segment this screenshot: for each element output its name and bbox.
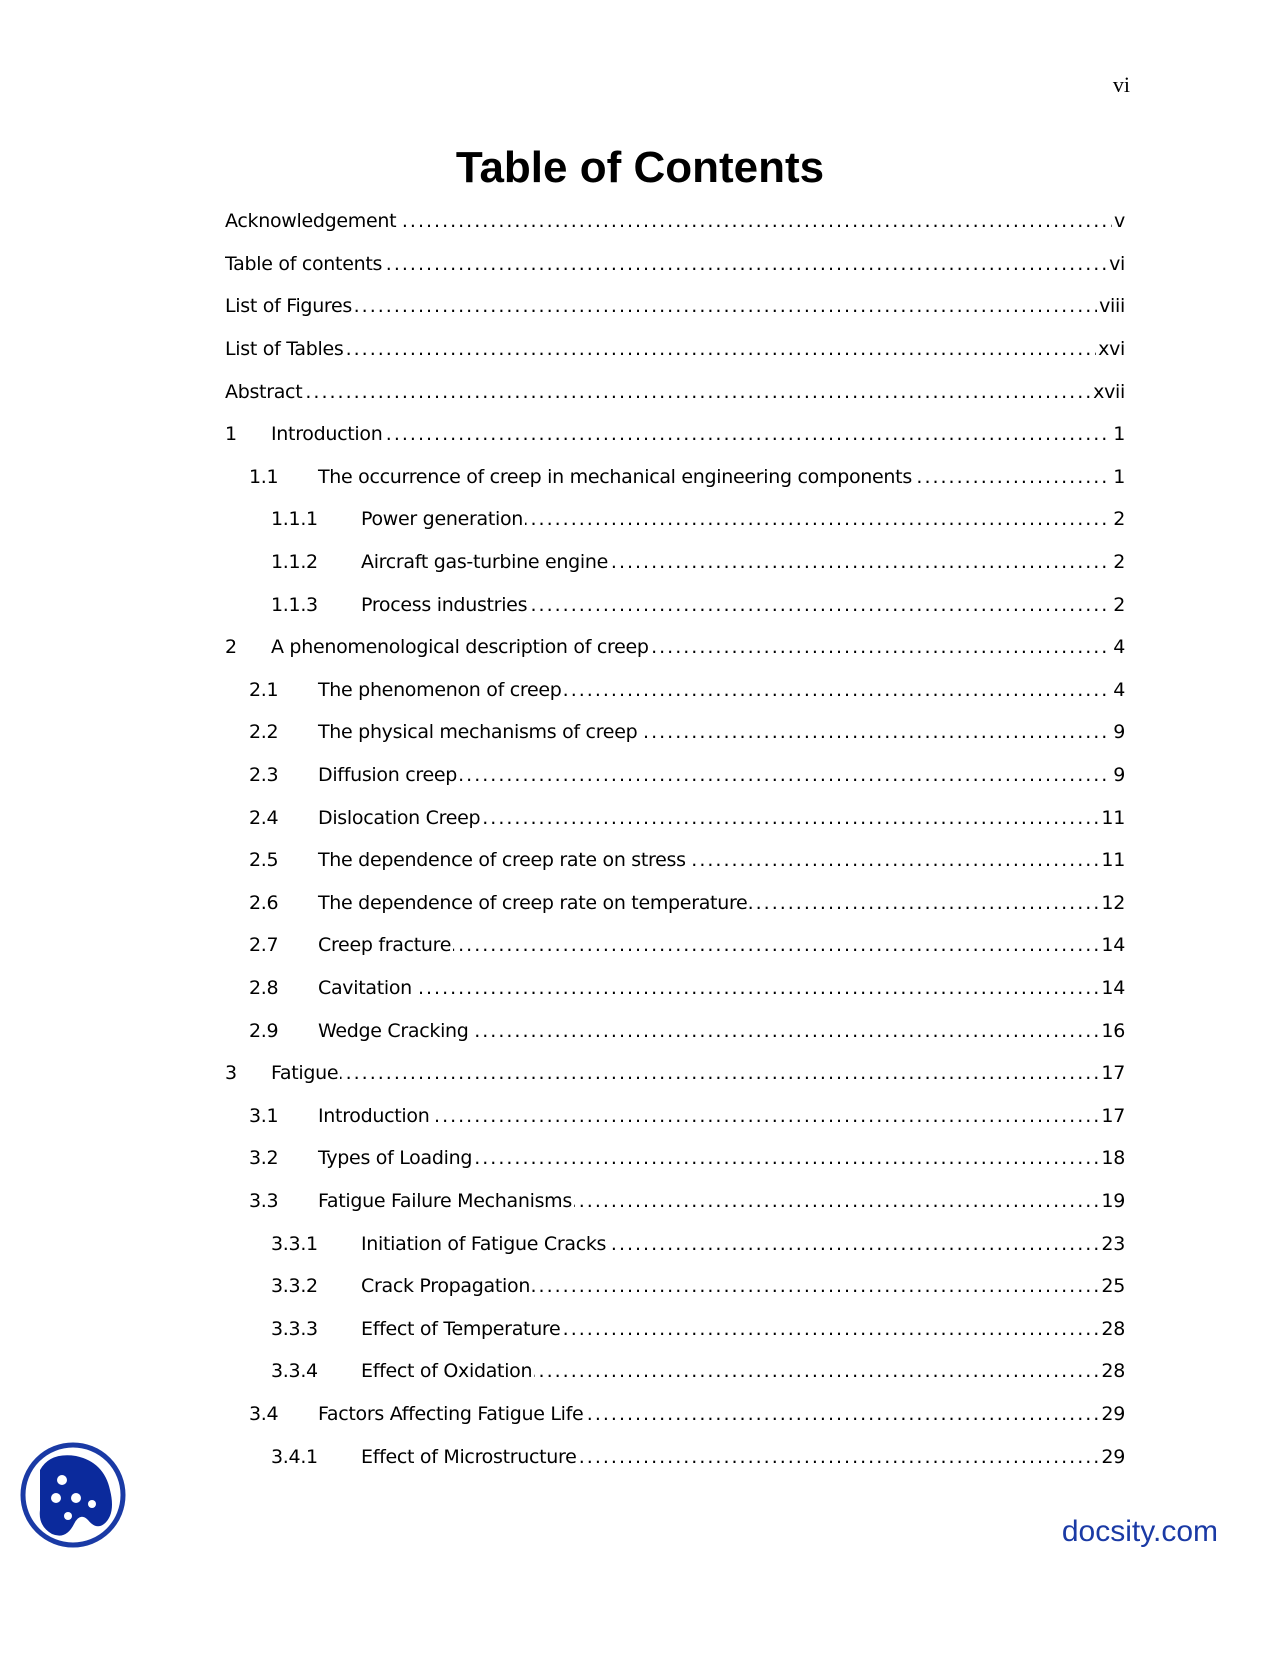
toc-entry-number: ..... 1.1.3 <box>271 593 318 616</box>
toc-entry-number: ..... 1.1.2 <box>271 551 318 574</box>
toc-entry[interactable] <box>225 967 1125 1010</box>
toc-entry-lead <box>225 1105 431 1127</box>
toc-entry-label: Dislocation Creep <box>318 806 481 829</box>
toc-entry-page: 9 <box>1113 721 1125 744</box>
toc-entry-number: ..... 3.1 <box>249 1104 279 1127</box>
toc-entry[interactable] <box>225 796 1125 839</box>
toc-entry-page: 19 <box>1101 1189 1125 1212</box>
toc-entry-label: The physical mechanisms of creep <box>318 721 638 744</box>
toc-entry-label: A phenomenological description of creep <box>271 636 649 659</box>
toc-entry[interactable] <box>225 541 1125 584</box>
toc-entry-label: Aircraft gas-turbine engine <box>361 551 608 574</box>
toc-entry-label: ..... Abstract <box>225 380 303 403</box>
toc-entry-lead <box>225 423 384 445</box>
toc-entry-label: The dependence of creep rate on stress <box>318 849 686 872</box>
toc-entry-label: ..... Table of contents <box>225 252 383 275</box>
toc-entry-lead <box>225 679 564 701</box>
toc-entry-label: The phenomenon of creep <box>318 678 562 701</box>
toc-entry-number: ..... 1.1 <box>249 465 279 488</box>
toc-entry-number: ..... 3.4.1 <box>271 1445 318 1468</box>
toc-entry-number: ..... 2.3 <box>249 764 279 787</box>
toc-entry-number: ..... 1 <box>225 423 237 446</box>
toc-entry-page: xvii <box>1093 380 1125 403</box>
toc-entry-page: 17 <box>1101 1104 1125 1127</box>
toc-entry-label: ..... Acknowledgement <box>225 210 397 233</box>
toc-entry-lead <box>225 1020 471 1042</box>
toc-entry[interactable] <box>225 626 1125 669</box>
toc-entry-page: 2 <box>1113 593 1125 616</box>
toc-entry-label: Process industries <box>361 593 528 616</box>
toc-entry-lead <box>225 1275 532 1297</box>
toc-entry-number: ..... 3.2 <box>249 1147 279 1170</box>
toc-entry-label: Power generation <box>361 508 524 531</box>
page-number: vi <box>1112 72 1130 97</box>
toc-entry-page: 28 <box>1101 1360 1125 1383</box>
toc-entry-lead <box>225 210 398 232</box>
toc-entry-lead <box>225 594 529 616</box>
toc-entry-label: Creep fracture <box>318 934 452 957</box>
toc-entry[interactable] <box>225 328 1125 371</box>
toc-entry-page: 17 <box>1101 1062 1125 1085</box>
table-of-contents <box>225 200 1125 1478</box>
toc-entry[interactable] <box>225 1350 1125 1393</box>
toc-entry-page: 11 <box>1101 849 1125 872</box>
toc-entry-page: 1 <box>1113 465 1125 488</box>
toc-entry-number: ..... 1.1.1 <box>271 508 318 531</box>
toc-entry-lead <box>225 295 354 317</box>
toc-entry-number: ..... 2.6 <box>249 891 279 914</box>
toc-entry-page: 29 <box>1101 1445 1125 1468</box>
toc-entry-lead <box>225 508 525 530</box>
toc-entry[interactable] <box>225 754 1125 797</box>
toc-entry-lead <box>225 764 459 786</box>
toc-entry-page: 4 <box>1113 636 1125 659</box>
toc-entry-lead <box>225 1233 608 1255</box>
toc-entry[interactable] <box>225 583 1125 626</box>
toc-entry[interactable] <box>225 1265 1125 1308</box>
toc-entry-number: ..... 2.8 <box>249 976 279 999</box>
toc-entry-lead <box>225 253 384 275</box>
toc-entry-lead <box>225 1446 579 1468</box>
toc-entry-label: Effect of Temperature <box>361 1317 561 1340</box>
toc-entry-page: 14 <box>1101 934 1125 957</box>
toc-entry-label: Types of Loading <box>318 1147 473 1170</box>
toc-entry[interactable] <box>225 370 1125 413</box>
toc-entry-page: 16 <box>1101 1019 1125 1042</box>
toc-entry-label: Wedge Cracking <box>318 1019 469 1042</box>
toc-entry-number: ..... 2.1 <box>249 678 279 701</box>
toc-entry[interactable] <box>225 1094 1125 1137</box>
toc-entry-lead <box>225 1190 574 1212</box>
docsity-logo-icon <box>18 1440 128 1550</box>
toc-entry-label: Crack Propagation <box>361 1275 531 1298</box>
toc-entry-page: 28 <box>1101 1317 1125 1340</box>
toc-entry-label: Fatigue Failure Mechanisms <box>318 1189 572 1212</box>
toc-entry-number: ..... 3.3 <box>249 1189 279 1212</box>
toc-entry-page: 4 <box>1113 678 1125 701</box>
toc-entry-number: ..... 2.2 <box>249 721 279 744</box>
toc-entry-page: 25 <box>1101 1275 1125 1298</box>
toc-entry-label: The dependence of creep rate on temperature <box>318 891 748 914</box>
toc-entry-page: 18 <box>1101 1147 1125 1170</box>
toc-entry-page: vi <box>1109 252 1125 275</box>
toc-entry-lead <box>225 636 651 658</box>
toc-entry-page: 2 <box>1113 551 1125 574</box>
toc-entry[interactable] <box>225 882 1125 925</box>
toc-entry-number: ..... 3.3.3 <box>271 1317 318 1340</box>
toc-entry-page: 12 <box>1101 891 1125 914</box>
toc-entry-number: ..... 2 <box>225 636 237 659</box>
toc-entry[interactable] <box>225 243 1125 286</box>
toc-entry-page: 1 <box>1113 423 1125 446</box>
toc-entry-number: ..... 3.3.4 <box>271 1360 318 1383</box>
toc-entry[interactable] <box>225 1435 1125 1478</box>
toc-entry-lead <box>225 1147 474 1169</box>
toc-entry-label: Cavitation <box>318 976 412 999</box>
toc-entry-label: ..... List of Tables <box>225 338 344 361</box>
toc-entry-number: ..... 3.3.2 <box>271 1275 318 1298</box>
toc-entry-label: ..... List of Figures <box>225 295 353 318</box>
toc-entry-number: ..... 2.9 <box>249 1019 279 1042</box>
toc-entry-page: 9 <box>1113 764 1125 787</box>
toc-entry-number: ..... 2.4 <box>249 806 279 829</box>
toc-entry[interactable] <box>225 413 1125 456</box>
toc-entry-page: 2 <box>1113 508 1125 531</box>
toc-entry[interactable] <box>225 924 1125 967</box>
toc-entry-lead <box>225 1403 585 1425</box>
toc-entry-lead <box>225 934 453 956</box>
toc-entry[interactable] <box>225 1137 1125 1180</box>
toc-entry-label: Initiation of Fatigue Cracks <box>361 1232 607 1255</box>
toc-entry-lead <box>225 1360 534 1382</box>
toc-entry[interactable] <box>225 1393 1125 1436</box>
toc-entry-lead <box>225 977 414 999</box>
toc-entry-label: Diffusion creep <box>318 764 457 787</box>
toc-entry[interactable] <box>225 1009 1125 1052</box>
toc-entry-page: viii <box>1099 295 1125 318</box>
toc-entry-number: ..... 3 <box>225 1062 237 1085</box>
toc-entry-number: ..... 3.3.1 <box>271 1232 318 1255</box>
toc-entry[interactable] <box>225 1180 1125 1223</box>
toc-entry[interactable] <box>225 200 1125 243</box>
toc-entry-label: Effect of Oxidation <box>361 1360 533 1383</box>
toc-entry-lead <box>225 849 688 871</box>
toc-entry-label: Fatigue <box>271 1062 339 1085</box>
toc-entry[interactable] <box>225 839 1125 882</box>
toc-entry-lead <box>225 381 304 403</box>
toc-entry-label: The occurrence of creep in mechanical engineering components <box>318 465 912 488</box>
toc-entry-label: Introduction <box>318 1104 430 1127</box>
toc-entry-page: 11 <box>1101 806 1125 829</box>
toc-entry[interactable] <box>225 669 1125 712</box>
toc-entry-lead <box>225 1318 562 1340</box>
toc-entry-page: xvi <box>1098 338 1125 361</box>
toc-entry-number: ..... 2.7 <box>249 934 279 957</box>
toc-entry-label: Introduction <box>271 423 383 446</box>
toc-entry-number: ..... 3.4 <box>249 1402 279 1425</box>
toc-entry[interactable] <box>225 1307 1125 1350</box>
toc-entry-page: v <box>1114 210 1125 233</box>
toc-entry-number: ..... 2.5 <box>249 849 279 872</box>
toc-entry-page: 14 <box>1101 976 1125 999</box>
toc-entry[interactable] <box>225 498 1125 541</box>
toc-entry[interactable] <box>225 711 1125 754</box>
toc-entry-page: 29 <box>1101 1402 1125 1425</box>
toc-entry-lead <box>225 338 345 360</box>
toc-entry-lead <box>225 466 914 488</box>
toc-entry[interactable] <box>225 285 1125 328</box>
toc-entry-lead <box>225 551 610 573</box>
page-title: Table of Contents <box>455 143 825 192</box>
toc-entry-lead <box>225 892 749 914</box>
toc-entry[interactable] <box>225 456 1125 499</box>
toc-entry-page: 23 <box>1101 1232 1125 1255</box>
toc-entry-lead <box>225 1062 340 1084</box>
toc-entry[interactable] <box>225 1222 1125 1265</box>
toc-entry-label: Effect of Microstructure <box>361 1445 577 1468</box>
toc-entry-label: Factors Affecting Fatigue Life <box>318 1402 584 1425</box>
toc-entry[interactable] <box>225 1052 1125 1095</box>
toc-entry-lead <box>225 721 639 743</box>
toc-entry-lead <box>225 807 482 829</box>
brand-link[interactable]: docsity.com <box>1061 1515 1218 1548</box>
